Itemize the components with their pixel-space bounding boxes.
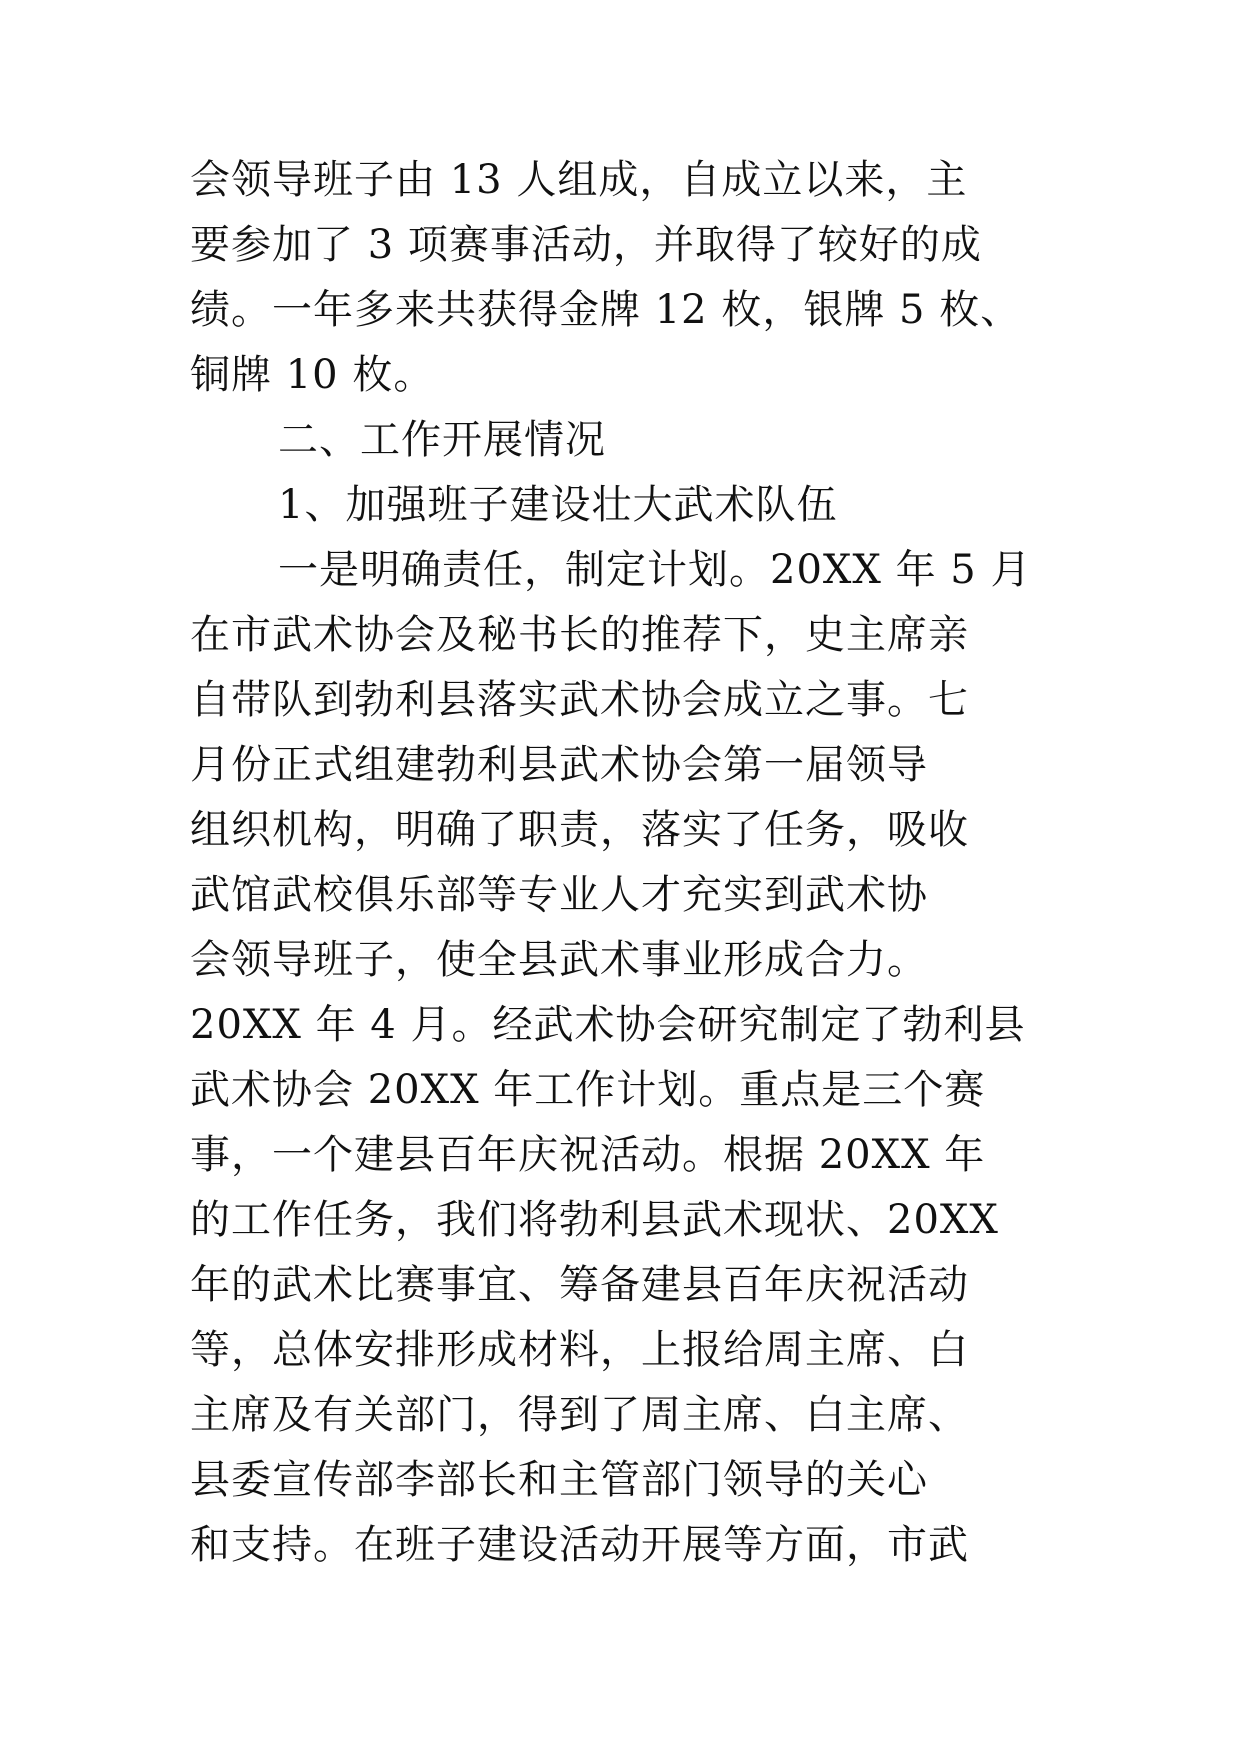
- text-line: 年的武术比赛事宜、筹备建县百年庆祝活动: [190, 1262, 969, 1308]
- text-line: 绩。一年多来共获得金牌 12 枚，银牌 5 枚、: [190, 287, 1022, 333]
- text-line: 事，一个建县百年庆祝活动。根据 20XX 年: [190, 1132, 986, 1178]
- paragraph-first-line: 一是明确责任，制定计划。20XX 年 5 月: [278, 547, 1032, 593]
- text-line: 武术协会 20XX 年工作计划。重点是三个赛: [190, 1067, 986, 1113]
- text-line: 武馆武校俱乐部等专业人才充实到武术协: [190, 872, 928, 918]
- text-line: 要参加了 3 项赛事活动，并取得了较好的成: [190, 222, 982, 268]
- text-line: 和支持。在班子建设活动开展等方面，市武: [190, 1522, 969, 1568]
- text-line: 会领导班子由 13 人组成，自成立以来，主: [190, 157, 968, 203]
- subsection-heading: 1、加强班子建设壮大武术队伍: [278, 482, 838, 528]
- text-line: 主席及有关部门，得到了周主席、白主席、: [190, 1392, 969, 1438]
- text-line: 铜牌 10 枚。: [190, 352, 435, 398]
- text-line: 20XX 年 4 月。经武术协会研究制定了勃利县: [190, 1002, 1026, 1048]
- section-heading: 二、工作开展情况: [278, 417, 606, 463]
- text-line: 月份正式组建勃利县武术协会第一届领导: [190, 742, 928, 788]
- text-line: 县委宣传部李部长和主管部门领导的关心: [190, 1457, 928, 1503]
- text-line: 在市武术协会及秘书长的推荐下，史主席亲: [190, 612, 969, 658]
- document-body: [190, 148, 1070, 1578]
- text-line: 等，总体安排形成材料，上报给周主席、白: [190, 1327, 969, 1373]
- text-line: 组织机构，明确了职责，落实了任务，吸收: [190, 807, 969, 853]
- text-line: 的工作任务，我们将勃利县武术现状、20XX: [190, 1197, 999, 1243]
- text-line: 会领导班子，使全县武术事业形成合力。: [190, 937, 928, 983]
- text-line: 自带队到勃利县落实武术协会成立之事。七: [190, 677, 969, 723]
